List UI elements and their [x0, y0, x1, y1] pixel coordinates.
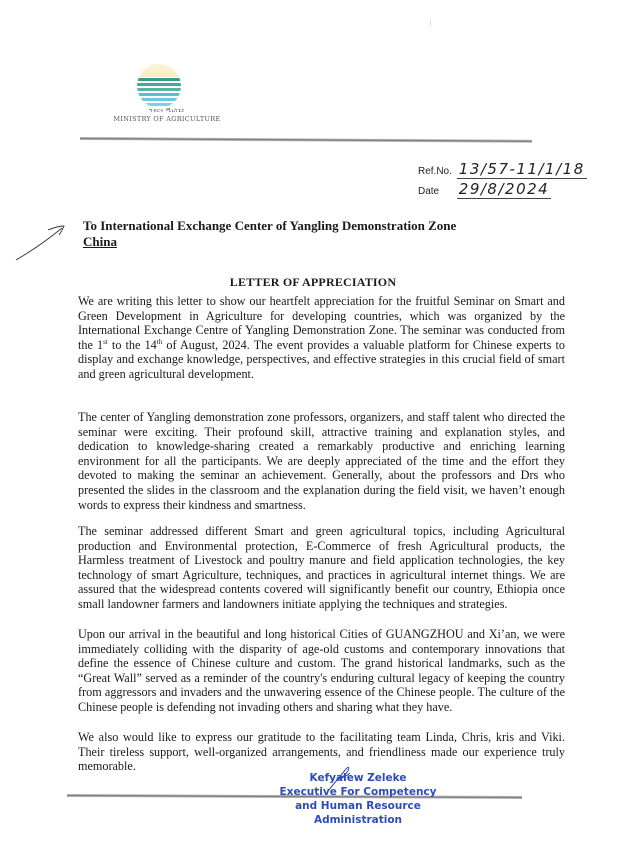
- org-name: MINISTRY OF AGRICULTURE: [113, 115, 221, 123]
- paragraph-2: The center of Yangling demonstration zone professors, organizers, and staff talent who directed the seminar were exciting. Their profound skill, attractive training and explanation styles, and dedication to knowledge-sharing created a remarkably productive and enriching learning environment for all the participants. We are deeply appreciated of the time and the effort they devoted to making the seminar an achievement. Generally, about the professors and Drs who presented the slides in the classroom and the explanation during the field visit, we haven’t enough words to express their kindness and smartness.: [78, 410, 565, 512]
- signature-scribble-icon: [324, 765, 354, 793]
- paragraph-3: The seminar addressed different Smart and green agricultural topics, including Agricultural production and Environmental protection, E-Commerce of fresh Agricultural products, the Harmless treatment of Livestock and poultry manure and field application technologies, the key technology of smart Agriculture, techniques, and practices in agricultural internet things. We are assured that the widespread contents covered will significantly benefit our country, Ethiopia once small landowner farmers and landowners initiate applying the techniques and strategies.: [78, 524, 565, 611]
- recipient-line: To International Exchange Center of Yangling Demonstration Zone: [83, 218, 457, 233]
- signatory-name: Kefyalew Zeleke: [309, 772, 407, 784]
- paragraph-1: [78, 294, 565, 382]
- recipient-address: [83, 218, 456, 250]
- date-label: Date: [418, 186, 440, 197]
- letterhead-divider: [80, 137, 532, 143]
- org-name-amharic: ግብርና ሚኒስቴር: [149, 108, 185, 114]
- scan-mark: [430, 20, 431, 26]
- signatory-title-line1: Executive For Competency: [279, 786, 437, 798]
- ref-number-label: Ref.No.: [418, 166, 452, 177]
- paragraph-5: We also would like to express our gratitude to the facilitating team Linda, Chris, kris and Viki. Their tireless support, well-organized arrangements, and friendliness made our experience truly memorable.: [78, 730, 565, 774]
- ref-number-row: [418, 160, 587, 180]
- date-row: [418, 180, 587, 200]
- paragraph-4: Upon our arrival in the beautiful and long historical Cities of GUANGZHOU and Xi’an, we were immediately colliding with the disparity of age-old customs and contemporary innovations that define the essence of Chinese culture and custom. The grand historical landmarks, such as the “Great Wall” served as a reminder of the country's enduring cultural legacy of keeping the country from aggressors and invaders and the unwavering essence of the Chinese people. The culture of the Chinese people is defending not invading others and sharing what they have.: [78, 627, 565, 714]
- ref-number-value: 13/57-11/1/18: [458, 160, 585, 178]
- ministry-of-agriculture-logo-icon: [137, 64, 181, 108]
- superscript: st: [103, 337, 108, 346]
- reference-block: [418, 160, 587, 200]
- paragraph-text: to the 14: [107, 337, 157, 352]
- paragraph-text: of August, 2024. The event provides a valuable platform for Chinese experts to display and exchange knowledge, perspectives, and effective strategies in this crucial field of smart and green agricultural development.: [78, 337, 566, 381]
- signature-stamp: [278, 771, 438, 827]
- letterhead-logo: [112, 64, 222, 126]
- handwritten-arrow-icon: [12, 218, 72, 263]
- signatory-title-line2: and Human Resource: [295, 800, 421, 812]
- date-value: 29/8/2024: [458, 180, 550, 198]
- recipient-country: China: [83, 234, 117, 249]
- paragraph-text: We are writing this letter to show our heartfelt appreciation for the fruitful Seminar on Smart and Green Development in Agriculture for developing countries, which was organized by the International Exchange Centre of Yangling Demonstration Zone. The seminar was conducted from the 1: [78, 294, 565, 352]
- signatory-title-line3: Administration: [313, 814, 403, 826]
- superscript: th: [156, 337, 163, 346]
- letter-title: LETTER OF APPRECIATION: [229, 275, 397, 289]
